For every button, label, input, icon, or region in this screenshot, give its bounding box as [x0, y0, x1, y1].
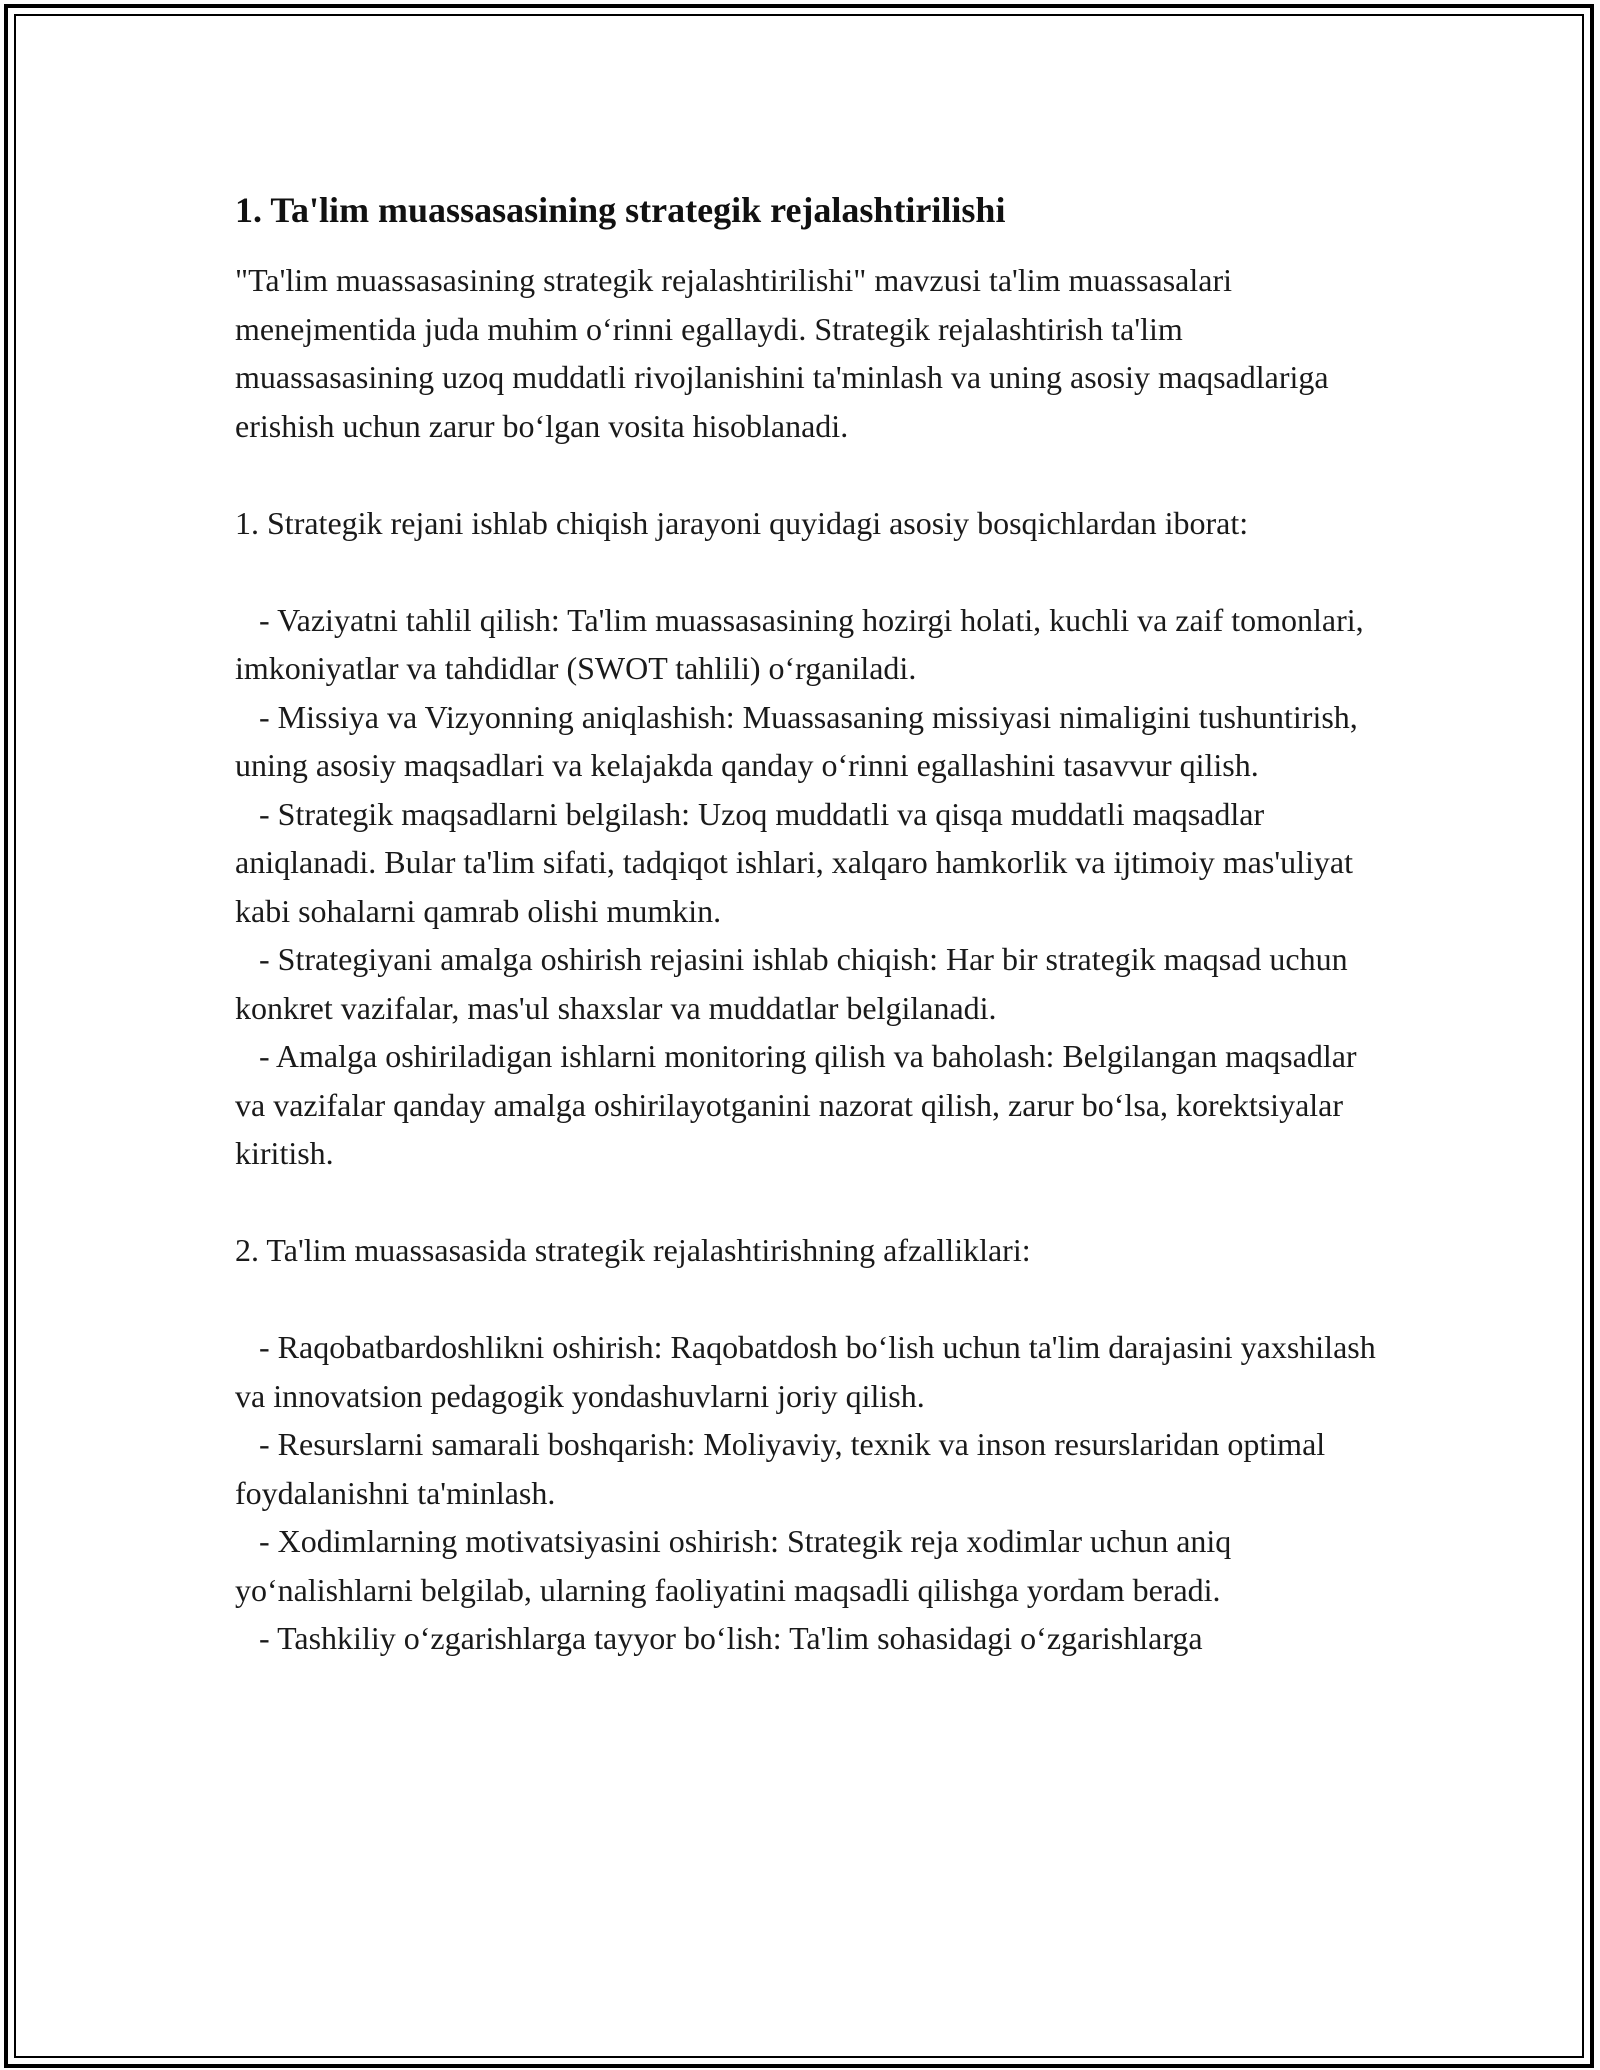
intro-paragraph: "Ta'lim muassasasining strategik rejalashtirilishi" mavzusi ta'lim muassasalari menejmentida juda muhim o‘rinni egallaydi. Strategik rejalashtirish ta'lim muassasasining uzoq muddatli rivojlanishini ta'minlash va uning asosiy maqsadlariga erishish uchun zarur bo‘lgan vosita hisoblanadi.	[235, 262, 1329, 444]
section-2-list	[235, 1323, 1385, 1663]
list-item: - Xodimlarning motivatsiyasini oshirish: Strategik reja xodimlar uchun aniq yo‘nalishlarni belgilab, ularning faoliyatini maqsadli qilishga yordam beradi.	[235, 1523, 1240, 1608]
spacer	[235, 450, 1385, 499]
spacer	[235, 1275, 1385, 1324]
section-2-heading: 2. Ta'lim muassasasida strategik rejalashtirishning afzalliklari:	[235, 1232, 1031, 1268]
section-1-list	[235, 596, 1385, 1178]
list-item: - Raqobatbardoshlikni oshirish: Raqobatdosh bo‘lish uchun ta'lim darajasini yaxshilash va innovatsion pedagogik yondashuvlarni joriy qilish.	[235, 1329, 1384, 1414]
document-title: 1. Ta'lim muassasasining strategik rejalashtirilishi	[235, 190, 1006, 230]
list-item: - Vaziyatni tahlil qilish: Ta'lim muassasasining hozirgi holati, kuchli va zaif tomonlari, imkoniyatlar va tahdidlar (SWOT tahlili) o‘rganiladi.	[235, 601, 1372, 686]
list-item: - Resurslarni samarali boshqarish: Moliyaviy, texnik va inson resurslaridan optimal foydalanishni ta'minlash.	[235, 1426, 1334, 1511]
list-item: - Tashkiliy o‘zgarishlarga tayyor bo‘lish: Ta'lim sohasidagi o‘zgarishlarga	[235, 1620, 1203, 1656]
list-item: - Strategik maqsadlarni belgilash: Uzoq muddatli va qisqa muddatli maqsadlar aniqlanadi. Bular ta'lim sifati, tadqiqot ishlari, xalqaro hamkorlik va ijtimoiy mas'uliyat kabi sohalarni qamrab olishi mumkin.	[235, 795, 1361, 929]
spacer	[235, 1178, 1385, 1227]
document-body	[235, 186, 1385, 1663]
list-item: - Strategiyani amalga oshirish rejasini ishlab chiqish: Har bir strategik maqsad uchun konkret vazifalar, mas'ul shaxslar va muddatlar belgilanadi.	[235, 941, 1356, 1026]
list-item: - Amalga oshiriladigan ishlarni monitoring qilish va baholash: Belgilangan maqsadlar va vazifalar qanday amalga oshirilayotganini nazorat qilish, zarur bo‘lsa, korektsiyalar kiritish.	[235, 1038, 1365, 1171]
list-item: - Missiya va Vizyonning aniqlashish: Muassasaning missiyasi nimaligini tushuntirish, uning asosiy maqsadlari va kelajakda qanday o‘rinni egallashini tasavvur qilish.	[235, 698, 1366, 783]
section-1-heading: 1. Strategik rejani ishlab chiqish jarayoni quyidagi asosiy bosqichlardan iborat:	[235, 504, 1249, 541]
spacer	[235, 547, 1385, 596]
